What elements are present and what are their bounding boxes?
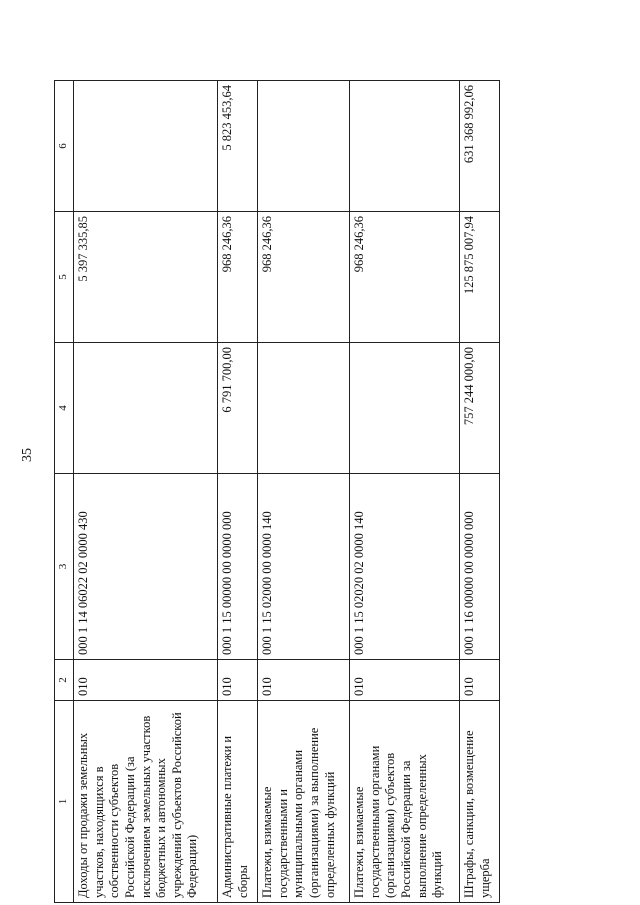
row-plan: 6 791 700,00 [218, 343, 258, 474]
header-cell: 6 [55, 81, 74, 212]
revenue-table [54, 80, 500, 903]
row-admin-code: 010 [350, 660, 460, 701]
row-remaining [258, 81, 350, 212]
header-cell: 1 [55, 701, 74, 903]
row-plan [74, 343, 218, 474]
row-name: Платежи, взимаемые государственными органами (организациями) субъектов Российской Федерации за выполнение определенных функций [350, 701, 460, 903]
row-name: Доходы от продажи земельных участков, находящихся в собственности субъектов Российской Федерации (за исключением земельных участков бюджетных и автономных учреждений субъектов Российской Федерации) [74, 701, 218, 903]
row-kbk-code: 000 1 15 02000 00 0000 140 [258, 474, 350, 660]
table-row [74, 81, 218, 903]
row-name: Административные платежи и сборы [218, 701, 258, 903]
table-row [350, 81, 460, 903]
table-header-row [55, 81, 74, 903]
row-name: Платежи, взимаемые государственными и муниципальными органами (организациями) за выполнение определенных функций [258, 701, 350, 903]
row-plan [350, 343, 460, 474]
row-plan [258, 343, 350, 474]
header-cell: 2 [55, 660, 74, 701]
row-kbk-code: 000 1 15 02020 02 0000 140 [350, 474, 460, 660]
row-remaining: 631 368 992,06 [460, 81, 500, 212]
header-cell: 3 [55, 474, 74, 660]
row-admin-code: 010 [218, 660, 258, 701]
row-plan: 757 244 000,00 [460, 343, 500, 474]
row-name: Штрафы, санкции, возмещение ущерба [460, 701, 500, 903]
row-remaining [74, 81, 218, 212]
row-kbk-code: 000 1 16 00000 00 0000 000 [460, 474, 500, 660]
row-admin-code: 010 [258, 660, 350, 701]
row-kbk-code: 000 1 15 00000 00 0000 000 [218, 474, 258, 660]
table-row [258, 81, 350, 903]
table-row [218, 81, 258, 903]
header-cell: 5 [55, 212, 74, 343]
row-executed: 968 246,36 [258, 212, 350, 343]
row-remaining [350, 81, 460, 212]
row-remaining: 5 823 453,64 [218, 81, 258, 212]
row-executed: 968 246,36 [218, 212, 258, 343]
row-admin-code: 010 [74, 660, 218, 701]
header-cell: 4 [55, 343, 74, 474]
row-executed: 125 875 007,94 [460, 212, 500, 343]
row-admin-code: 010 [460, 660, 500, 701]
page-number: 35 [20, 448, 35, 462]
table-row [460, 81, 500, 903]
row-executed: 968 246,36 [350, 212, 460, 343]
row-kbk-code: 000 1 14 06022 02 0000 430 [74, 474, 218, 660]
row-executed: 5 397 335,85 [74, 212, 218, 343]
